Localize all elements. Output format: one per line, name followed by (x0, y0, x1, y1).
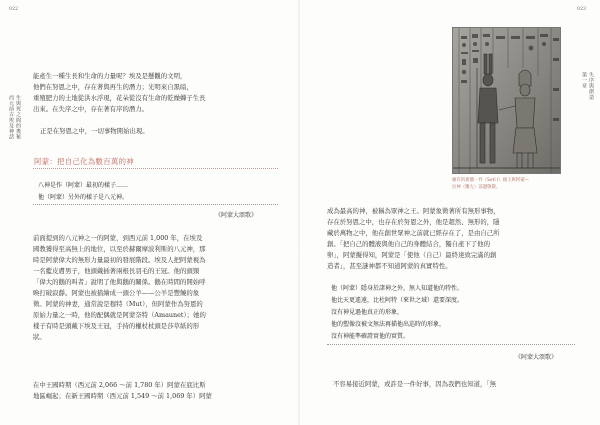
section-title: 阿蒙：把自己化為數百萬的神 (34, 157, 134, 166)
hymn-line: 沒有神見過他真正的形象， (331, 309, 404, 316)
amun-relief-photo (452, 27, 561, 174)
short-paragraph: 正是在努恩之中，一切事物開始出現。 (40, 127, 149, 135)
kingdom-paragraph: 在中王國時期（西元前 2,066 ～前 1,780 年）阿蒙在底比斯 地區崛起；在新王國時期（西元前 1,549 ～前 1,069 年）阿蒙 (33, 381, 212, 400)
hymn-line: 他（阿蒙）另外的樣子是八元神。 (38, 194, 129, 201)
quote-divider (33, 204, 278, 205)
hymn-line: 他比天更遙遠，比杜阿特（來世之域）還要深度。 (331, 297, 464, 304)
section-divider (33, 168, 278, 169)
hymn-line: 他（阿蒙）隱身於諸神之外，無人知道他的特性。 (331, 285, 464, 292)
amun-body-paragraph: 前面提到的八元神之一的阿蒙，到西元前 1,000 年，在埃及 國教獲得至高無上的地位，以至於赫爾摩波利斯的八元神，那 時是阿蒙偉大的無形力量最初的發展階段。埃及人把阿蒙視為 一名藍皮膚男子，他頭戴插著兩根長羽毛的王冠。他的頭頸 「偉大的鵝的叫者」說明了他與鵝的關係。鵝在時間的開始呼 喚打破寂靜。阿蒙也被描繪成一頭公羊——公羊是豐饒的象 徵。阿蒙的神妻，通常說是穆特（Mut），但阿蒙作為努恩的 原始力量之一時，他的配偶就是阿蒙奈特（Amaunet）；她的 樣子有時是頭戴下埃及王冠，手持的權杖杖頭是莎草紙的形 狀。 (33, 234, 206, 341)
left-running-head-line-1: 西元前古埃及神話 (8, 95, 14, 140)
relief-illustration (453, 28, 561, 174)
photo-caption: 廟有的黃牆一件（Seti I）國王與阿蒙— 拉神（雕左）前邊敬敬。 (452, 178, 529, 190)
hymn-source: 《阿蒙大頌歌》 (515, 354, 558, 361)
hymn-line: 他的塑像沒被文無法再描他出巡時的形象， (331, 321, 446, 328)
quote-divider (327, 344, 575, 345)
intro-paragraph: 能產生一種生長和生命的力量呢？埃及是懸觀的文明， 他們在努恩之中，存在著與再生的潛力；光明來自黑暗， 重殖肥力的土地從洪水浮現，花朵從沒有生命的乾燥蟬子生長 出來。在失序之中，存在著有序的潛力。 (33, 72, 206, 113)
hymn-line: 八神是作（阿蒙）最初的樣子…… (38, 182, 129, 189)
left-running-head-line-2: 生與死之間的奧秘 (15, 95, 21, 140)
left-page-number: 022 (9, 7, 19, 12)
right-running-head-line-2: 失序與創造 (588, 72, 594, 100)
amun-nature-paragraph: 成為最高的神，被稱為眾神之王。阿蒙象徵著所有無形事物， 存在於努恩之中，也存在於努恩之外，他是超然、無形的，隱 藏於萬物之中，他在創世眾神之前就已經存在了，是由自己所 創。「把自己的體液與他自己的身體結合，獨自產下了他的 卵」，阿蒙擬得知，阿蒙是「使他（自己）最終達致完滿的創 造者」，甚至謎神都不知道阿蒙的真實特性。 (327, 207, 500, 270)
closing-paragraph: 不容易接近阿蒙，或許是一件好事，因為我們也知道，「無 (333, 380, 496, 388)
hymn-line: 沒有神能準確證實他的實質。 (331, 333, 410, 340)
hymn-source: 《阿蒙大頌歌》 (215, 212, 258, 219)
right-page-number: 023 (577, 7, 587, 12)
right-running-head-line-1: 第一章 (581, 72, 587, 89)
